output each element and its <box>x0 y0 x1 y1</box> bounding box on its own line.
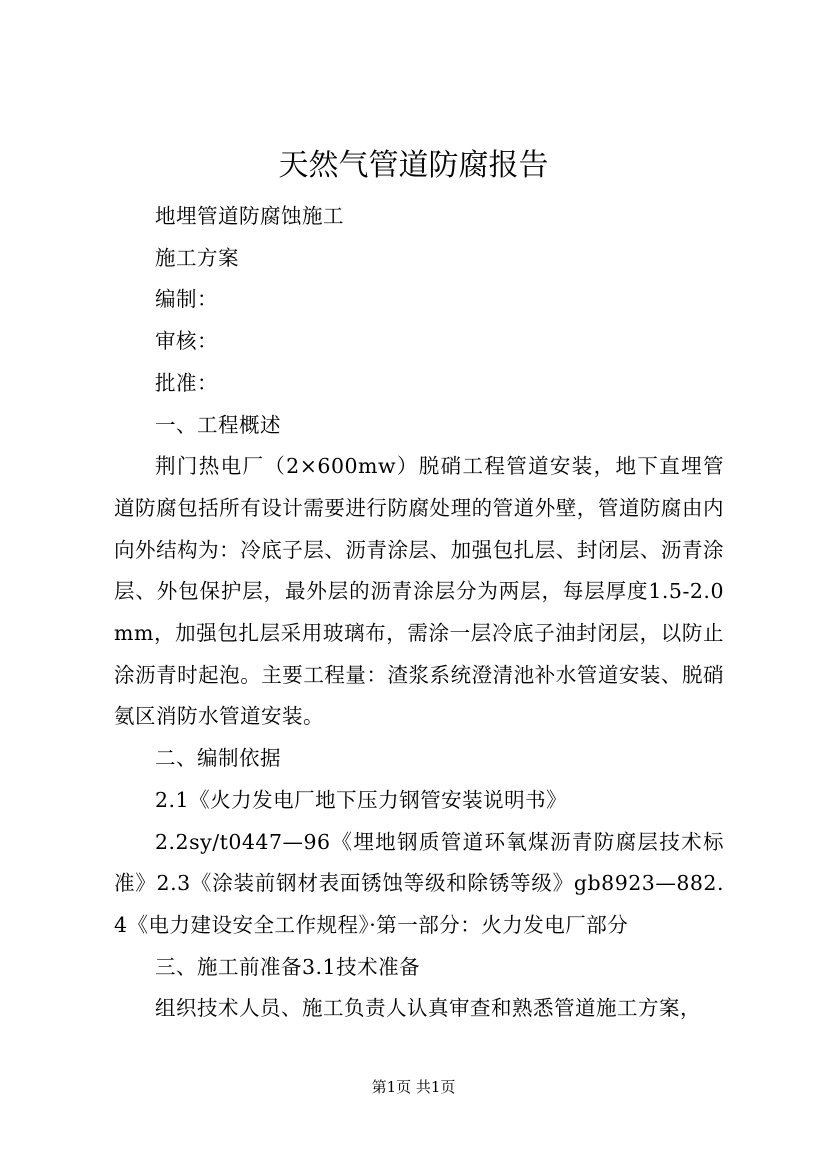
paragraph-compiled-by: 编制： <box>155 287 218 312</box>
section-heading-preparation: 三、施工前准备3.1技术准备 <box>155 954 421 979</box>
section-heading-basis: 二、编制依据 <box>155 746 281 771</box>
paragraph-basis-2: 2.2sy/t0447—96《埋地钢质管道环氧煤沥青防腐层技术标准》2.3《涂装前钢材表面锈蚀等级和除锈等级》gb8923—882.4《电力建设安全工作规程》·第一部分：火力发电厂部分 <box>114 829 724 937</box>
paragraph-overview: 荆门热电厂（2×600mw）脱硝工程管道安装，地下直埋管道防腐包括所有设计需要进行防腐处理的管道外壁，管道防腐由内向外结构为：冷底子层、沥青涂层、加强包扎层、封闭层、沥青涂层、外包保护层，最外层的沥青涂层分为两层，每层厚度1.5-2.0mm，加强包扎层采用玻璃布，需涂一层冷底子油封闭层，以防止涂沥青时起泡。主要工程量：渣浆系统澄清池补水管道安装、脱硝氨区消防水管道安装。 <box>114 454 724 729</box>
paragraph-subject: 地埋管道防腐蚀施工 <box>155 204 344 228</box>
page-footer: 第1页 共1页 <box>371 1078 456 1096</box>
document-body <box>114 196 724 1030</box>
paragraph-plan: 施工方案 <box>155 245 239 270</box>
paragraph-approved-by: 批准： <box>155 370 218 395</box>
section-heading-overview: 一、工程概述 <box>155 412 281 437</box>
paragraph-reviewed-by: 审核： <box>155 329 218 354</box>
document-title: 天然气管道防腐报告 <box>278 148 549 183</box>
paragraph-basis-1: 2.1《火力发电厂地下压力钢管安装说明书》 <box>155 787 568 812</box>
paragraph-preparation: 组织技术人员、施工负责人认真审查和熟悉管道施工方案， <box>155 996 701 1021</box>
